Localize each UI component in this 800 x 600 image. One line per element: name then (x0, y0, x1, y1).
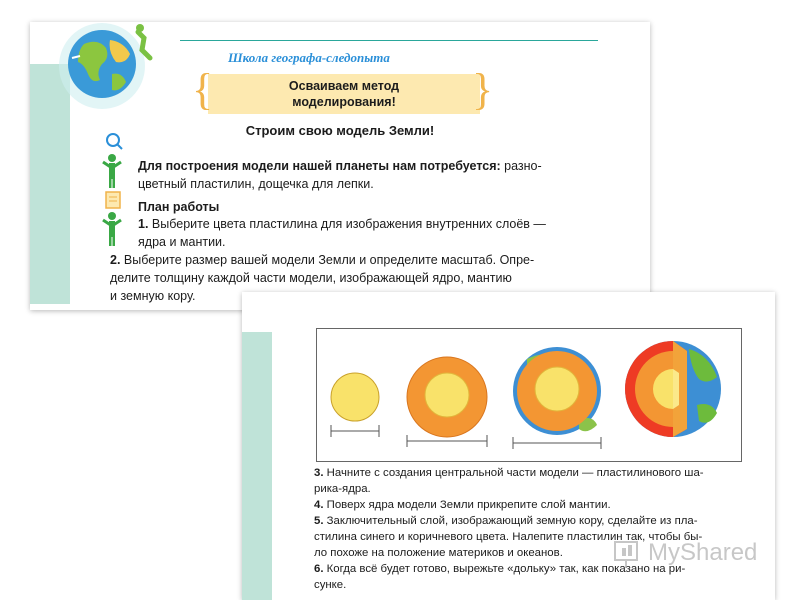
step-5 (314, 513, 754, 529)
step4-line1: Поверх ядра модели Земли прикрепите слой мантии. (323, 499, 611, 511)
materials-paragraph (138, 157, 638, 193)
top-page-card (30, 22, 650, 310)
core-ball-icon (331, 373, 379, 437)
step5-line1: Заключительный слой, изображающий земную кору, сделайте из пла- (323, 515, 698, 527)
top-rule (180, 40, 598, 41)
step2-line3: и земную кору. (110, 289, 196, 303)
watermark-logo-icon (612, 536, 646, 570)
step3-line2: рика-ядра. (314, 483, 371, 495)
step1-line1: Выберите цвета пластилина для изображения внутренних слоёв — (148, 217, 546, 231)
step2-number: 2. (110, 253, 121, 267)
series-title: Школа географа-следопыта (228, 50, 390, 65)
step1-line2: ядра и мантии. (138, 235, 226, 249)
cut-earth-model-icon (625, 341, 721, 437)
materials-lead: Для построения модели нашей планеты нам потребуется: (138, 159, 501, 173)
magnifier-person-icon (100, 132, 128, 190)
plan-step-1 (138, 215, 638, 251)
notebook-person-icon (100, 190, 128, 248)
watermark (612, 536, 757, 570)
step4-number: 4. (314, 499, 324, 511)
step2-line1: Выберите размер вашей модели Земли и определите масштаб. Опре- (120, 253, 535, 267)
model-stages-figure (316, 328, 742, 462)
step1-number: 1. (138, 217, 149, 231)
step5-line3: ло похоже на положение материков и океанов. (314, 547, 563, 559)
step3-line1: Начните с создания центральной части модели — пластилинового ша- (323, 467, 704, 479)
plan-title: План работы (138, 200, 220, 214)
step6-line1: Когда всё будет готово, вырежьте «дольку» так, как показано на ри- (323, 563, 686, 575)
step3-number: 3. (314, 467, 324, 479)
method-box-text (208, 78, 480, 110)
materials-line2: цветный пластилин, дощечка для лепки. (138, 177, 374, 191)
method-box-line2: моделирования! (292, 95, 396, 109)
step6-line2: сунке. (314, 579, 347, 591)
step-3 (314, 465, 754, 481)
method-box-line1: Осваиваем метод (288, 79, 400, 93)
model-steps-list (314, 465, 754, 593)
step-4 (314, 497, 754, 513)
globe-emblem-icon (50, 22, 180, 112)
full-layers-ball-icon (513, 347, 601, 449)
step2-line2: делите толщину каждой части модели, изображающей ядро, мантию (110, 271, 512, 285)
section-subtitle: Строим свою модель Земли! (245, 123, 435, 138)
core-mantle-ball-icon (407, 357, 487, 447)
watermark-text: MyShared (648, 539, 758, 566)
left-brace-icon: { (192, 65, 214, 114)
step6-number: 6. (314, 563, 324, 575)
materials-rest: разно- (500, 159, 542, 173)
right-brace-icon: } (472, 65, 494, 114)
step5-number: 5. (314, 515, 324, 527)
step5-line2: стилина синего и коричневого цвета. Налепите пластилин так, чтобы бы- (314, 531, 703, 543)
side-strip-bottom (242, 332, 272, 600)
